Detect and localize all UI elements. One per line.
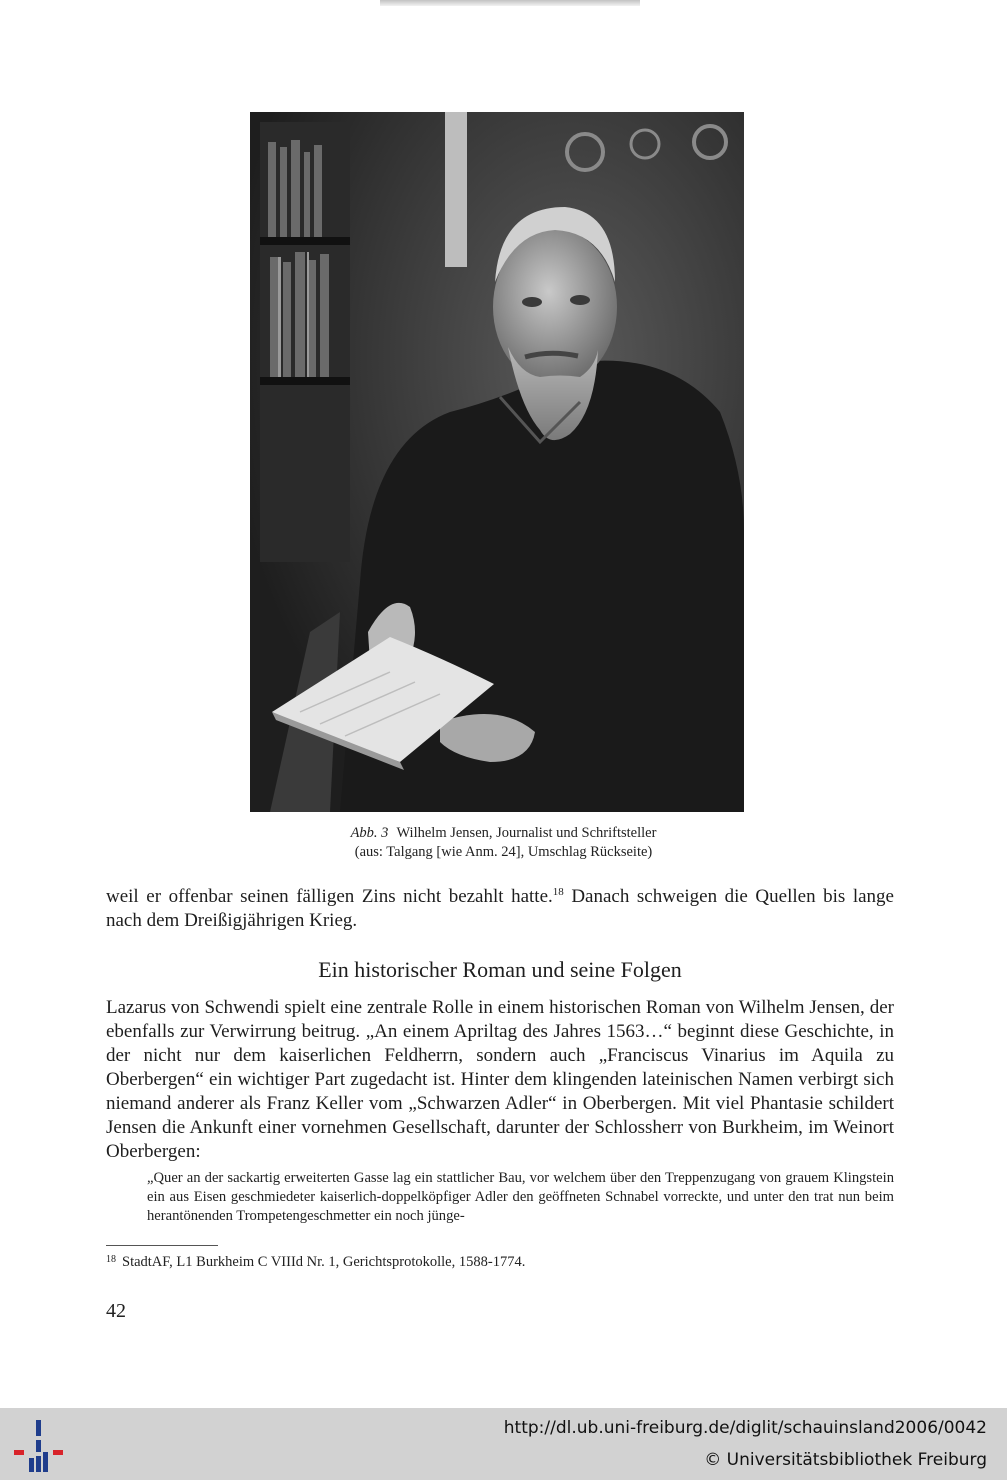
figure-label: Abb. 3: [350, 825, 389, 841]
footnote-text: StadtAF, L1 Burkheim C VIIId Nr. 1, Gerichtsprotokolle, 1588-1774.: [122, 1254, 526, 1270]
paragraph-1-text-b: Danach schweigen die Quellen bis lange nach dem Dreißigjährigen Krieg.: [106, 886, 894, 931]
document-url-link[interactable]: http://dl.ub.uni-freiburg.de/diglit/schauinsland2006/0042: [503, 1418, 987, 1438]
page-number: 42: [106, 1300, 126, 1322]
caption-line-2: (aus: Talgang [wie Anm. 24], Umschlag Rückseite): [354, 844, 653, 860]
caption-title: Wilhelm Jensen, Journalist und Schriftsteller: [396, 825, 657, 841]
paragraph-1: [106, 885, 894, 933]
paragraph-2: Lazarus von Schwendi spielt eine zentrale Rolle in einem historischen Roman von Wilhelm Jensen, der ebenfalls zur Verwirrung beitrug. „An einem Apriltag des Jahres 1563…“ beginnt diese Geschichte, in der nicht nur dem kaiserlichen Feldherrn, sondern auch „Franciscus Vinarius im Aquila zu Oberbergen“ ein wichtiger Part zugedacht ist. Hinter dem klingenden lateinischen Namen verbirgt sich niemand anderer als Franz Keller vom „Schwarzen Adler“ in Oberbergen. Mit viel Phantasie schildert Jensen die Ankunft einer vornehmen Gesellschaft, darunter der Schlossherr von Burkheim, im Weinort Oberbergen:: [106, 997, 894, 1162]
footnote: [106, 1253, 894, 1272]
section-heading: Ein historischer Roman und seine Folgen: [318, 957, 682, 982]
footer-bar: [0, 1408, 1007, 1480]
footnote-divider: [106, 1245, 218, 1246]
paragraph-1-text-a: weil er offenbar seinen fälligen Zins nicht bezahlt hatte.: [106, 886, 553, 907]
figure-caption: [150, 824, 857, 862]
ub-freiburg-logo-icon: [12, 1418, 66, 1472]
scan-top-edge: [380, 0, 640, 6]
copyright-notice: © Universitätsbibliothek Freiburg: [704, 1450, 987, 1470]
footnote-number: 18: [106, 1254, 116, 1265]
footnote-reference: 18: [552, 886, 564, 898]
caption-line-1: [150, 824, 857, 843]
block-quote: „Quer an der sackartig erweiterten Gasse lag ein stattlicher Bau, vor welchem über den Treppenzugang von grauem Klingstein ein aus Eisen geschmiedeter kaiserlich-doppelköpfiger Adler den geöffneten Schnabel vorreckte, und unter den trat nun beim herantönenden Trompetengeschmetter ein noch jünge-: [147, 1170, 894, 1224]
portrait-photo: [250, 112, 744, 812]
